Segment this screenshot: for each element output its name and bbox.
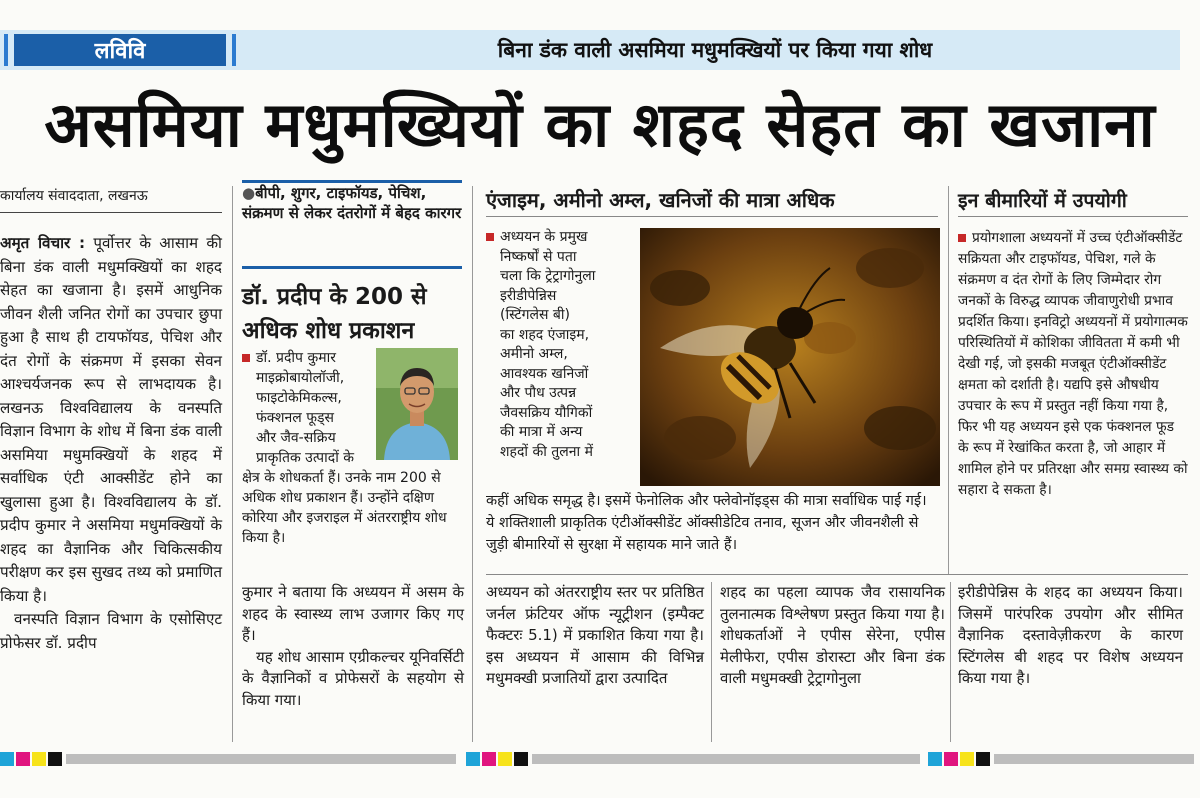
cmyk-swatch	[976, 752, 990, 766]
article-column-5: इरीडीपेन्निस के शहद का अध्ययन किया। जिसमें पारंपरिक उपयोग और सीमित वैज्ञानिक दस्तावेज़ीकरण के कारण स्टिंगलेस बी शहद पर विशेष अध्ययन किया गया है।	[958, 583, 1183, 687]
text-line: चला कि ट्रेट्रागोनुला	[500, 268, 596, 284]
divider	[958, 216, 1188, 217]
cmyk-swatch	[928, 752, 942, 766]
bio-line: क्षेत्र के शोधकर्ता हैं। उनके नाम 200 से अधिक शोध प्रकाशन हैं। उन्होंने दक्षिण कोरिया और इजराइल में अंतरराष्ट्रीय शोध किया है।	[242, 470, 447, 546]
box-title: डॉ. प्रदीप के 200 से अधिक शोध प्रकाशन	[242, 284, 427, 344]
bio-line: और जैव-सक्रिय	[256, 430, 336, 446]
cmyk-swatch	[514, 752, 528, 766]
text-line: इरीडीपेन्निस	[500, 287, 557, 304]
photo-honeybee-icon	[640, 228, 940, 486]
text-line: शहदों की तुलना में	[500, 443, 593, 460]
bullet-icon	[242, 354, 250, 362]
column-divider	[232, 186, 233, 742]
cmyk-swatch	[48, 752, 62, 766]
text-line: अमीनो अम्ल,	[500, 346, 568, 362]
divider	[486, 216, 938, 217]
highlight-text: बीपी, शुगर, टाइफॉयड, पेचिश, संक्रमण से लेकर दंतरोगों में बेहद कारगर	[242, 184, 462, 222]
text-line: अध्ययन के प्रमुख	[500, 229, 588, 245]
byline: कार्यालय संवाददाता, लखनऊ	[0, 188, 148, 204]
cmyk-swatch	[482, 752, 496, 766]
body-text: यह शोध आसाम एग्रीकल्चर यूनिवर्सिटी के वैज्ञानिकों व प्रोफेसरों के सहयोग से किया गया।	[242, 647, 464, 709]
column-divider	[711, 582, 712, 742]
text-line: (स्टिंगलेस बी)	[500, 307, 570, 323]
text-line: की मात्रा में अन्य	[500, 424, 583, 440]
lead-text: पूर्वोत्तर के आसाम की बिना डंक वाली मधुमक्खियों का शहद सेहत का खजाना है। इसमें आधुनिक जीवन शैली जनित रोगों का उपचार छुपा हुआ है साथ ही टायफॉयड, पेचिश और दंत रोगों के संक्रमण में इसका सेवन आश्चर्यजनक रूप से लाभदायक है। लखनऊ विश्वविद्यालय के वनस्पति विज्ञान विभाग के शोध में बिना डंक वाली असमिया मधुमक्खियों के शहद में सर्वाधिक एंटी आक्सीडेंट होने का खुलासा हुआ है। विश्वविद्यालय के डॉ. प्रदीप कुमार ने असमिया मधुमक्खियों के शहद का वैज्ञानिक और चिकित्सकीय परीक्षण कर इस सुखद तथ्य को प्रमाणित किया है।	[0, 234, 222, 605]
dateline: अमृत विचार :	[0, 234, 86, 252]
text-line: जैवसक्रिय यौगिकों	[500, 404, 593, 421]
text-line: और पौध उत्पन्न	[500, 385, 577, 401]
cmyk-swatch	[0, 752, 14, 766]
section-heading: इन बीमारियों में उपयोगी	[958, 189, 1127, 212]
body-text: कुमार ने बताया कि अध्ययन में असम के शहद के स्वास्थ्य लाभ उजागर किए गए हैं।	[242, 583, 464, 644]
section-2-continued: कहीं अधिक समृद्ध है। इसमें फेनोलिक और फ्लेवोनॉइड्स की मात्रा सर्वाधिक पाई गई। ये शक्तिशाली प्राकृतिक एंटीऑक्सीडेंट ऑक्सीडेटिव तनाव, सूजन और जीवनशैली से जुड़ी बीमारियों से सुरक्षा में सहायक माने जाते हैं।	[486, 493, 927, 553]
column-divider	[948, 186, 949, 574]
section-3-text	[958, 228, 1188, 501]
text-line: का शहद एंजाइम,	[500, 326, 590, 343]
bio-line: फाइटोकेमिकल्स,	[256, 390, 342, 406]
section-heading: एंजाइम, अमीनो अम्ल, खनिजों की मात्रा अधिक	[486, 188, 835, 212]
article-column-2	[242, 582, 464, 711]
divider	[0, 212, 222, 213]
register-strip	[994, 754, 1194, 764]
box-rule	[242, 266, 462, 269]
cmyk-swatch	[960, 752, 974, 766]
body-text: वनस्पति विज्ञान विभाग के एसोसिएट प्रोफेसर डॉ. प्रदीप	[0, 610, 222, 652]
headline: असमिया मधुमख्यियों का शहद सेहत का खजाना	[44, 88, 1156, 161]
kicker-text: बिना डंक वाली असमिया मधुमक्खियों पर किया गया शोध	[497, 38, 933, 62]
cmyk-swatch	[466, 752, 480, 766]
section-tag: लविवि	[14, 34, 226, 66]
text-line: आवश्यक खनिजों	[500, 365, 589, 382]
register-strip	[66, 754, 456, 764]
register-strip	[532, 754, 920, 764]
article-column-3: अध्ययन को अंतरराष्ट्रीय स्तर पर प्रतिष्ठित जर्नल फ्रंटियर ऑफ न्यूट्रीशन (इम्पैक्ट फैक्टरः 5.1) में प्रकाशित किया गया है। इस अध्ययन में आसाम की विभिन्न मधुमक्खी प्रजातियों द्वारा उत्पादित	[486, 583, 704, 687]
tag-accent-bar	[232, 34, 236, 66]
cmyk-swatch	[944, 752, 958, 766]
tag-accent-bar	[4, 34, 8, 66]
body-text: प्रयोगशाला अध्ययनों में उच्च एंटीऑक्सीडेंट सक्रियता और टाइफॉयड, पेचिश, गले के संक्रमण व दंत रोगों के लिए जिम्मेदार रोग जनकों के विरुद्ध व्यापक जीवाणुरोधी प्रभाव प्रदर्शित किया। इनविट्रो अध्ययनों में प्रयोगात्मक परिस्थितियों में कोशिका जीवितता में कमी भी देखी गई, जो इसकी मजबूत एंटीऑक्सीडेंट क्षमता को दर्शाती है। यद्यपि इसे औषधीय उपचार के रूप में प्रस्तुत नहीं किया गया है, फिर भी यह अध्ययन इसे एक फंक्शनल फूड के रूप में रेखांकित करता है, जो आहार में शामिल होने पर प्रतिरक्षा और समग्र स्वास्थ्य को सहारा दे सकता है।	[958, 230, 1188, 498]
section-2-text	[486, 228, 636, 462]
cmyk-swatch	[498, 752, 512, 766]
bio-line: माइक्रोबायोलॉजी,	[256, 370, 345, 386]
divider	[486, 574, 1188, 575]
bio-line: डॉ. प्रदीप कुमार	[256, 350, 336, 366]
article-column-4: शहद का पहला व्यापक जैव रासायनिक तुलनात्मक विश्लेषण प्रस्तुत किया गया है। शोधकर्ताओं ने एपीस सेरेना, एपीस मेलीफेरा, एपीस डोरास्टा और बिना डंक वाली मधुमक्खी ट्रेट्रागोनुला	[720, 583, 945, 687]
bullet-icon	[486, 233, 494, 241]
bio-line: प्राकृतिक उत्पादों के	[256, 450, 355, 466]
article-column-1	[0, 232, 222, 655]
bullet-icon	[958, 234, 966, 242]
bio-line: फंक्शनल फूड्स	[256, 410, 334, 426]
photo-person-icon	[376, 348, 458, 460]
cmyk-swatch	[32, 752, 46, 766]
column-divider	[950, 582, 951, 742]
cmyk-swatch	[16, 752, 30, 766]
column-divider	[472, 186, 473, 742]
text-line: निष्कर्षों से पता	[500, 248, 577, 265]
box-highlight: ●बीपी, शुगर, टाइफॉयड, पेचिश, संक्रमण से लेकर दंतरोगों में बेहद कारगर	[242, 184, 462, 222]
